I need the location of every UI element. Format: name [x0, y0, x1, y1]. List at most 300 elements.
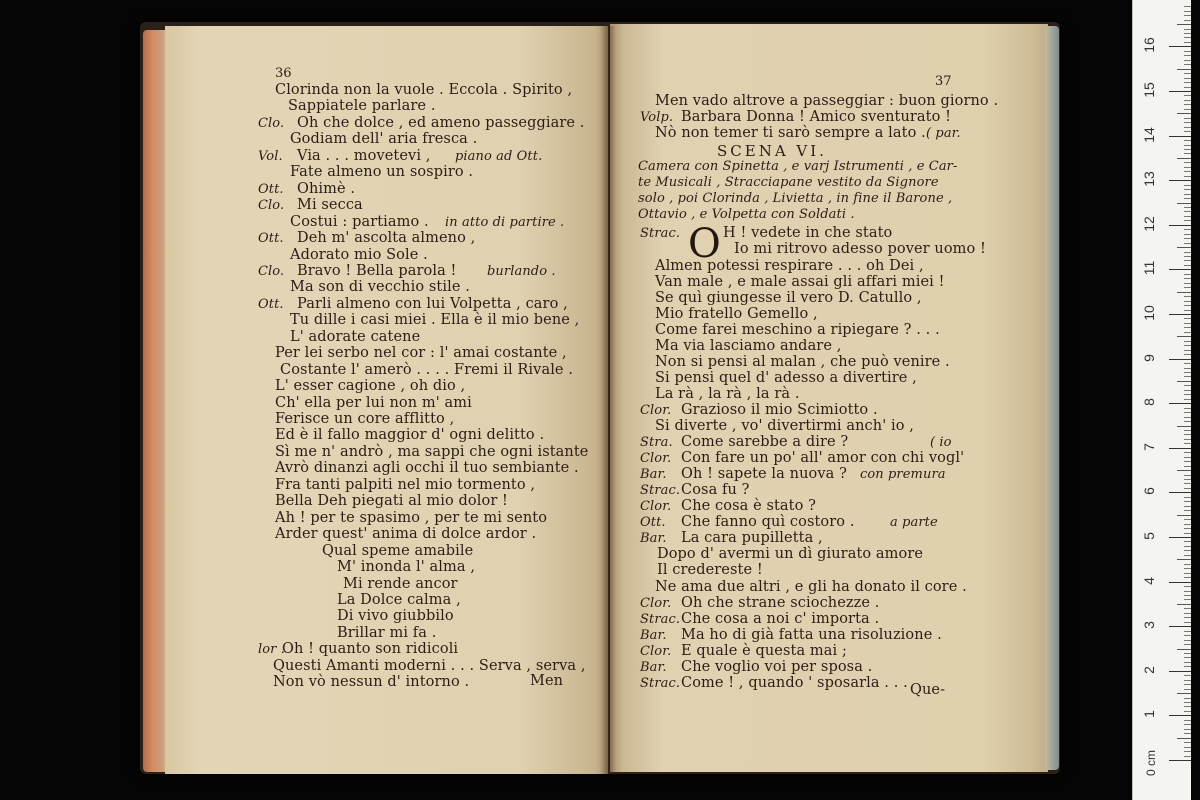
- ruler-tick: [1184, 497, 1191, 498]
- verse-text: Sappiatele parlare .: [288, 98, 436, 115]
- ruler-tick: [1184, 568, 1191, 569]
- ruler-tick: [1184, 296, 1191, 297]
- ruler-tick: [1184, 675, 1191, 676]
- ruler-tick: [1184, 479, 1191, 480]
- ruler-tick: [1184, 399, 1191, 400]
- ruler-number: 11: [1141, 261, 1157, 276]
- verse-text: Avrò dinanzi agli occhi il tuo sembiante .: [275, 460, 579, 477]
- ruler-tick: [1184, 390, 1191, 391]
- ruler-tick: [1184, 439, 1191, 440]
- verse-text: Costui : partiamo .: [290, 213, 429, 230]
- ruler-tick: [1184, 350, 1191, 351]
- verse-text: Che voglio voi per sposa .: [681, 658, 873, 675]
- speaker-label: Ott.: [258, 181, 284, 197]
- ruler-tick: [1184, 122, 1191, 123]
- ruler-tick: [1184, 145, 1191, 146]
- verse-text: Camera con Spinetta , e varj Istrumenti , e Car-: [638, 159, 958, 175]
- ruler-number: 5: [1141, 532, 1157, 540]
- verse-text: Godiam dell' aria fresca .: [290, 131, 478, 148]
- ruler-tick: [1184, 368, 1191, 369]
- left-catchword: Men: [530, 673, 564, 689]
- ruler-tick: [1184, 595, 1191, 596]
- ruler-tick: [1184, 15, 1191, 16]
- ruler-tick: [1184, 528, 1191, 529]
- verse-text: Cosa fu ?: [681, 482, 750, 499]
- ruler-tick: [1184, 78, 1191, 79]
- ruler-tick: [1184, 555, 1191, 556]
- ruler-tick: [1177, 381, 1191, 382]
- ruler-tick: [1169, 671, 1191, 672]
- ruler-tick: [1177, 515, 1191, 516]
- verse-text: Ottavio , e Volpetta con Soldati .: [638, 207, 855, 223]
- ruler-tick: [1184, 60, 1191, 61]
- ruler-tick: [1184, 510, 1191, 511]
- measuring-ruler: [1132, 0, 1191, 800]
- ruler-tick: [1184, 11, 1191, 12]
- ruler-tick: [1184, 417, 1191, 418]
- ruler-tick: [1177, 203, 1191, 204]
- ruler-tick: [1184, 617, 1191, 618]
- verse-text: Questi Amanti moderni . . . Serva , serva ,: [273, 657, 586, 674]
- ruler-tick: [1184, 104, 1191, 105]
- ruler-number: 2: [1141, 665, 1157, 674]
- speaker-label: Strac.: [640, 226, 681, 242]
- verse-text: Ed è il fallo maggior d' ogni delitto .: [275, 427, 545, 444]
- ruler-tick: [1184, 751, 1191, 752]
- ruler-tick: [1184, 252, 1191, 253]
- ruler-tick: [1169, 492, 1191, 493]
- verse-text: M' inonda l' alma ,: [337, 559, 476, 576]
- speaker-label: Clor.: [640, 402, 672, 418]
- verse-text: Adorato mio Sole .: [290, 246, 428, 263]
- ruler-number: 4: [1141, 576, 1157, 585]
- ruler-tick: [1184, 127, 1191, 128]
- verse-text: Con fare un po' all' amor con chi vogl': [681, 450, 965, 467]
- ruler-tick: [1184, 434, 1191, 435]
- verse-text: Se quì giungesse il vero D. Catullo ,: [655, 289, 922, 306]
- verse-text: Men vado altrove a passeggiar : buon giorno .: [655, 93, 999, 109]
- verse-text: Almen potessi respirare . . . oh Dei ,: [655, 257, 924, 274]
- ruler-tick: [1169, 91, 1191, 92]
- ruler-tick: [1184, 363, 1191, 364]
- stage-direction: in atto di partire .: [445, 214, 565, 230]
- ruler-tick: [1184, 466, 1191, 467]
- ruler-tick: [1184, 599, 1191, 600]
- verse-text: Ne ama due altri , e gli ha donato il core .: [655, 578, 967, 595]
- ruler-number: 15: [1141, 82, 1157, 98]
- stage-direction: burlando .: [487, 263, 556, 279]
- ruler-tick: [1169, 626, 1191, 627]
- ruler-tick: [1169, 715, 1191, 716]
- verse-text: Deh m' ascolta almeno ,: [297, 230, 476, 247]
- verse-text: Come farei meschino a ripiegare ? . . .: [655, 321, 940, 338]
- ruler-number: 13: [1141, 171, 1157, 187]
- ruler-tick: [1184, 720, 1191, 721]
- ruler-number: 10: [1141, 305, 1157, 321]
- ruler-tick: [1184, 265, 1191, 266]
- ruler-tick: [1177, 24, 1191, 25]
- speaker-label: Clo.: [258, 198, 285, 214]
- verse-text: Van male , e male assai gli affari miei !: [655, 273, 945, 290]
- ruler-tick: [1184, 354, 1191, 355]
- ruler-tick: [1184, 452, 1191, 453]
- ruler-tick: [1184, 733, 1191, 734]
- ruler-tick: [1184, 408, 1191, 409]
- verse-text: Bravo ! Bella parola !: [297, 262, 457, 279]
- ruler-tick: [1177, 426, 1191, 427]
- ruler-tick: [1184, 640, 1191, 641]
- verse-text: La cara pupilletta ,: [681, 530, 823, 547]
- ruler-tick: [1169, 537, 1191, 538]
- ruler-tick: [1184, 29, 1191, 30]
- ruler-tick: [1184, 323, 1191, 324]
- ruler-tick: [1184, 198, 1191, 199]
- ruler-tick: [1184, 33, 1191, 34]
- ruler-tick: [1184, 475, 1191, 476]
- ruler-tick: [1184, 461, 1191, 462]
- ruler-tick: [1184, 546, 1191, 547]
- ruler-tick: [1169, 136, 1191, 137]
- ruler-tick: [1184, 506, 1191, 507]
- ruler-tick: [1184, 443, 1191, 444]
- ruler-tick: [1184, 318, 1191, 319]
- speaker-label: Bar.: [640, 659, 667, 675]
- verse-text: La Dolce calma ,: [337, 591, 461, 608]
- verse-text: te Musicali , Stracciapane vestito da Signore: [638, 175, 939, 191]
- ruler-tick: [1177, 113, 1191, 114]
- ruler-tick: [1169, 359, 1191, 360]
- ruler-tick: [1184, 385, 1191, 386]
- ruler-tick: [1184, 171, 1191, 172]
- speaker-label: Strac.: [640, 611, 681, 627]
- stage-direction: a parte: [890, 515, 938, 531]
- ruler-tick: [1184, 345, 1191, 346]
- ruler-tick: [1184, 274, 1191, 275]
- ruler-number: 6: [1141, 487, 1157, 496]
- ruler-tick: [1184, 376, 1191, 377]
- ruler-tick: [1169, 760, 1191, 761]
- drop-cap: O: [688, 221, 721, 267]
- verse-text: Tu dille i casi miei . Ella è il mio bene ,: [290, 312, 580, 329]
- ruler-tick: [1169, 180, 1191, 181]
- verse-text: Mi rende ancor: [343, 575, 458, 592]
- ruler-tick: [1184, 109, 1191, 110]
- ruler-tick: [1184, 42, 1191, 43]
- verse-text: Io mi ritrovo adesso pover uomo !: [734, 241, 986, 258]
- ruler-tick: [1184, 20, 1191, 21]
- speaker-label: Clo.: [258, 115, 285, 131]
- ruler-tick: [1184, 220, 1191, 221]
- verse-text: Come ! , quando ' sposarla . . .: [681, 674, 908, 691]
- ruler-number: 9: [1141, 353, 1157, 362]
- verse-text: Oh ! sapete la nuova ?: [681, 466, 847, 483]
- verse-text: Ch' ella per lui non m' ami: [275, 394, 472, 411]
- ruler-tick: [1184, 207, 1191, 208]
- ruler-tick: [1177, 69, 1191, 70]
- verse-text: Il credereste !: [657, 562, 763, 579]
- ruler-tick: [1177, 247, 1191, 248]
- speaker-label: Ott.: [258, 296, 284, 312]
- verse-text: Via . . . movetevi ,: [297, 147, 431, 164]
- ruler-tick: [1184, 118, 1191, 119]
- speaker-label: Ott.: [640, 515, 666, 531]
- verse-text: Nò non temer ti sarò sempre a lato .: [655, 125, 926, 142]
- ruler-number: 8: [1141, 398, 1157, 407]
- ruler-tick: [1184, 519, 1191, 520]
- verse-text: Di vivo giubbilo: [337, 608, 454, 625]
- verse-text: Ferisce un core afflitto ,: [275, 411, 455, 427]
- speaker-label: Bar.: [640, 467, 667, 483]
- ruler-tick: [1177, 693, 1191, 694]
- ruler-tick: [1184, 6, 1191, 7]
- speaker-label: lor .: [258, 642, 285, 658]
- verse-text: Oh ! quanto son ridicoli: [282, 641, 459, 658]
- verse-text: H ! vedete in che stato: [723, 225, 893, 242]
- ruler-tick: [1184, 176, 1191, 177]
- ruler-tick: [1184, 341, 1191, 342]
- verse-text: Non vò nessun d' intorno .: [273, 674, 470, 691]
- right-page-number: 37: [935, 74, 952, 89]
- speaker-label: Clor.: [640, 595, 672, 611]
- ruler-tick: [1177, 559, 1191, 560]
- ruler-tick: [1184, 51, 1191, 52]
- ruler-tick: [1184, 82, 1191, 83]
- left-page-number: 36: [275, 66, 292, 81]
- ruler-tick: [1184, 149, 1191, 150]
- verse-text: La rà , la rà , la rà .: [655, 385, 800, 402]
- speaker-label: Stra.: [640, 435, 673, 451]
- stage-direction: ( par.: [926, 126, 961, 142]
- ruler-tick: [1184, 238, 1191, 239]
- ruler-tick: [1184, 372, 1191, 373]
- ruler-tick: [1169, 46, 1191, 47]
- ruler-tick: [1169, 582, 1191, 583]
- ruler-tick: [1184, 564, 1191, 565]
- ruler-tick: [1184, 729, 1191, 730]
- verse-text: Arder quest' anima di dolce ardor .: [275, 526, 537, 543]
- ruler-tick: [1184, 194, 1191, 195]
- ruler-tick: [1184, 162, 1191, 163]
- ruler-tick: [1184, 756, 1191, 757]
- ruler-unit-label: 0 cm: [1144, 750, 1158, 777]
- ruler-tick: [1184, 287, 1191, 288]
- ruler-tick: [1184, 216, 1191, 217]
- ruler-tick: [1184, 234, 1191, 235]
- ruler-tick: [1184, 742, 1191, 743]
- ruler-tick: [1184, 501, 1191, 502]
- ruler-number: 7: [1141, 442, 1157, 451]
- ruler-tick: [1184, 577, 1191, 578]
- verse-text: Ohimè .: [297, 180, 356, 197]
- verse-text: Parli almeno con lui Volpetta , caro ,: [297, 295, 568, 312]
- ruler-number: 14: [1141, 126, 1157, 143]
- verse-text: Mi secca: [297, 197, 363, 214]
- ruler-number: 3: [1141, 621, 1157, 630]
- verse-text: Brillar mi fa .: [337, 624, 437, 641]
- ruler-tick: [1184, 95, 1191, 96]
- stage-direction: piano ad Ott.: [455, 148, 543, 164]
- ruler-tick: [1169, 403, 1191, 404]
- speaker-label: Ott.: [258, 231, 284, 247]
- ruler-tick: [1184, 724, 1191, 725]
- verse-text: Oh che strane sciochezze .: [681, 594, 880, 611]
- speaker-label: Clor.: [640, 643, 672, 659]
- ruler-tick: [1177, 604, 1191, 605]
- ruler-tick: [1184, 457, 1191, 458]
- ruler-tick: [1184, 573, 1191, 574]
- verse-text: Fra tanti palpiti nel mio tormento ,: [275, 476, 536, 493]
- speaker-label: Clor.: [640, 451, 672, 467]
- ruler-tick: [1177, 336, 1191, 337]
- verse-text: Sì me n' andrò , ma sappi che ogni istante: [275, 443, 589, 460]
- ruler-tick: [1184, 591, 1191, 592]
- verse-text: L' adorate catene: [290, 328, 421, 345]
- ruler-tick: [1184, 256, 1191, 257]
- ruler-tick: [1184, 666, 1191, 667]
- ruler-tick: [1184, 87, 1191, 88]
- speaker-label: Vol.: [258, 148, 283, 164]
- speaker-label: Bar.: [640, 531, 667, 547]
- ruler-number: 12: [1141, 216, 1157, 232]
- verse-text: Si pensi quel d' adesso a divertire ,: [655, 369, 917, 386]
- ruler-tick: [1184, 698, 1191, 699]
- verse-text: Mio fratello Gemello ,: [655, 305, 818, 322]
- verse-text: Qual speme amabile: [322, 542, 474, 559]
- ruler-tick: [1184, 153, 1191, 154]
- verse-text: Non si pensi al malan , che può venire .: [655, 353, 950, 370]
- verse-text: Grazioso il mio Scimiotto .: [681, 401, 878, 418]
- verse-text: Per lei serbo nel cor : l' amai costante ,: [275, 345, 567, 362]
- ruler-tick: [1184, 131, 1191, 132]
- ruler-tick: [1169, 448, 1191, 449]
- verse-text: Che fanno quì costoro .: [681, 514, 855, 531]
- ruler-tick: [1177, 158, 1191, 159]
- verse-text: Si diverte , vo' divertirmi anch' io ,: [655, 418, 914, 434]
- verse-text: solo , poi Clorinda , Livietta , in fine il Barone ,: [638, 191, 953, 207]
- speaker-label: Clo.: [258, 263, 285, 279]
- ruler-tick: [1184, 64, 1191, 65]
- ruler-tick: [1177, 470, 1191, 471]
- verse-text: SCENA VI.: [717, 142, 827, 161]
- ruler-tick: [1184, 430, 1191, 431]
- right-catchword: Que-: [910, 682, 946, 698]
- ruler-tick: [1184, 550, 1191, 551]
- page-edge-right: [1045, 26, 1059, 770]
- verse-text: Dopo d' avermi un dì giurato amore: [657, 546, 924, 563]
- verse-text: Come sarebbe a dire ?: [681, 434, 849, 451]
- ruler-tick: [1184, 653, 1191, 654]
- stage-direction: ( io: [930, 435, 952, 451]
- ruler-tick: [1177, 649, 1191, 650]
- ruler-tick: [1184, 635, 1191, 636]
- ruler-tick: [1184, 644, 1191, 645]
- verse-text: Oh che dolce , ed ameno passeggiare .: [297, 114, 585, 131]
- ruler-tick: [1184, 243, 1191, 244]
- speaker-label: Clor.: [640, 499, 672, 515]
- ruler-tick: [1184, 613, 1191, 614]
- verse-text: L' esser cagione , oh dio ,: [275, 378, 466, 395]
- ruler-tick: [1184, 706, 1191, 707]
- ruler-tick: [1184, 684, 1191, 685]
- ruler-tick: [1184, 332, 1191, 333]
- speaker-label: Volp.: [640, 110, 674, 126]
- verse-text: Fate almeno un sospiro .: [290, 164, 474, 181]
- ruler-tick: [1184, 301, 1191, 302]
- ruler-tick: [1184, 167, 1191, 168]
- ruler-tick: [1184, 702, 1191, 703]
- verse-text: Costante l' amerò . . . . Fremi il Rivale .: [280, 361, 574, 378]
- ruler-tick: [1184, 662, 1191, 663]
- ruler-tick: [1184, 189, 1191, 190]
- ruler-tick: [1184, 211, 1191, 212]
- ruler-tick: [1184, 586, 1191, 587]
- ruler-tick: [1184, 622, 1191, 623]
- ruler-tick: [1184, 747, 1191, 748]
- ruler-tick: [1184, 541, 1191, 542]
- ruler-tick: [1169, 269, 1191, 270]
- ruler-tick: [1184, 278, 1191, 279]
- ruler-tick: [1184, 73, 1191, 74]
- ruler-tick: [1184, 483, 1191, 484]
- verse-text: Clorinda non la vuole . Eccola . Spirito ,: [275, 82, 573, 98]
- speaker-label: Bar.: [640, 627, 667, 643]
- ruler-tick: [1184, 657, 1191, 658]
- verse-text: E quale è questa mai ;: [681, 642, 847, 659]
- ruler-tick: [1184, 412, 1191, 413]
- ruler-tick: [1184, 711, 1191, 712]
- ruler-tick: [1184, 533, 1191, 534]
- ruler-tick: [1184, 260, 1191, 261]
- ruler-tick: [1184, 524, 1191, 525]
- ruler-tick: [1184, 55, 1191, 56]
- book-gutter: [600, 26, 616, 774]
- verse-text: Barbara Donna ! Amico sventurato !: [681, 109, 952, 126]
- verse-text: Ma son di vecchio stile .: [290, 279, 470, 296]
- ruler-tick: [1184, 327, 1191, 328]
- verse-text: Bella Deh piegati al mio dolor !: [275, 493, 508, 510]
- ruler-tick: [1184, 140, 1191, 141]
- ruler-number: 16: [1141, 37, 1157, 54]
- ruler-tick: [1184, 185, 1191, 186]
- ruler-tick: [1177, 292, 1191, 293]
- verse-text: Che cosa a noi c' importa .: [681, 610, 880, 627]
- ruler-tick: [1184, 283, 1191, 284]
- ruler-tick: [1184, 100, 1191, 101]
- ruler-tick: [1184, 421, 1191, 422]
- ruler-tick: [1184, 488, 1191, 489]
- ruler-tick: [1169, 225, 1191, 226]
- ruler-tick: [1169, 314, 1191, 315]
- verse-text: Ah ! per te spasimo , per te mi sento: [275, 509, 548, 526]
- ruler-tick: [1184, 229, 1191, 230]
- ruler-tick: [1184, 689, 1191, 690]
- speaker-label: Strac.: [640, 675, 681, 691]
- ruler-tick: [1184, 680, 1191, 681]
- ruler-tick: [1184, 310, 1191, 311]
- ruler-tick: [1184, 305, 1191, 306]
- ruler-tick: [1184, 608, 1191, 609]
- ruler-number: 1: [1141, 710, 1157, 719]
- verse-text: Ma via lasciamo andare ,: [655, 337, 842, 354]
- stage-direction: con premura: [860, 467, 946, 483]
- verse-text: Ma ho di già fatta una risoluzione .: [681, 626, 942, 643]
- ruler-tick: [1184, 631, 1191, 632]
- ruler-tick: [1184, 37, 1191, 38]
- verse-text: Che cosa è stato ?: [681, 498, 817, 515]
- speaker-label: Strac.: [640, 483, 681, 499]
- ruler-tick: [1184, 394, 1191, 395]
- ruler-tick: [1177, 738, 1191, 739]
